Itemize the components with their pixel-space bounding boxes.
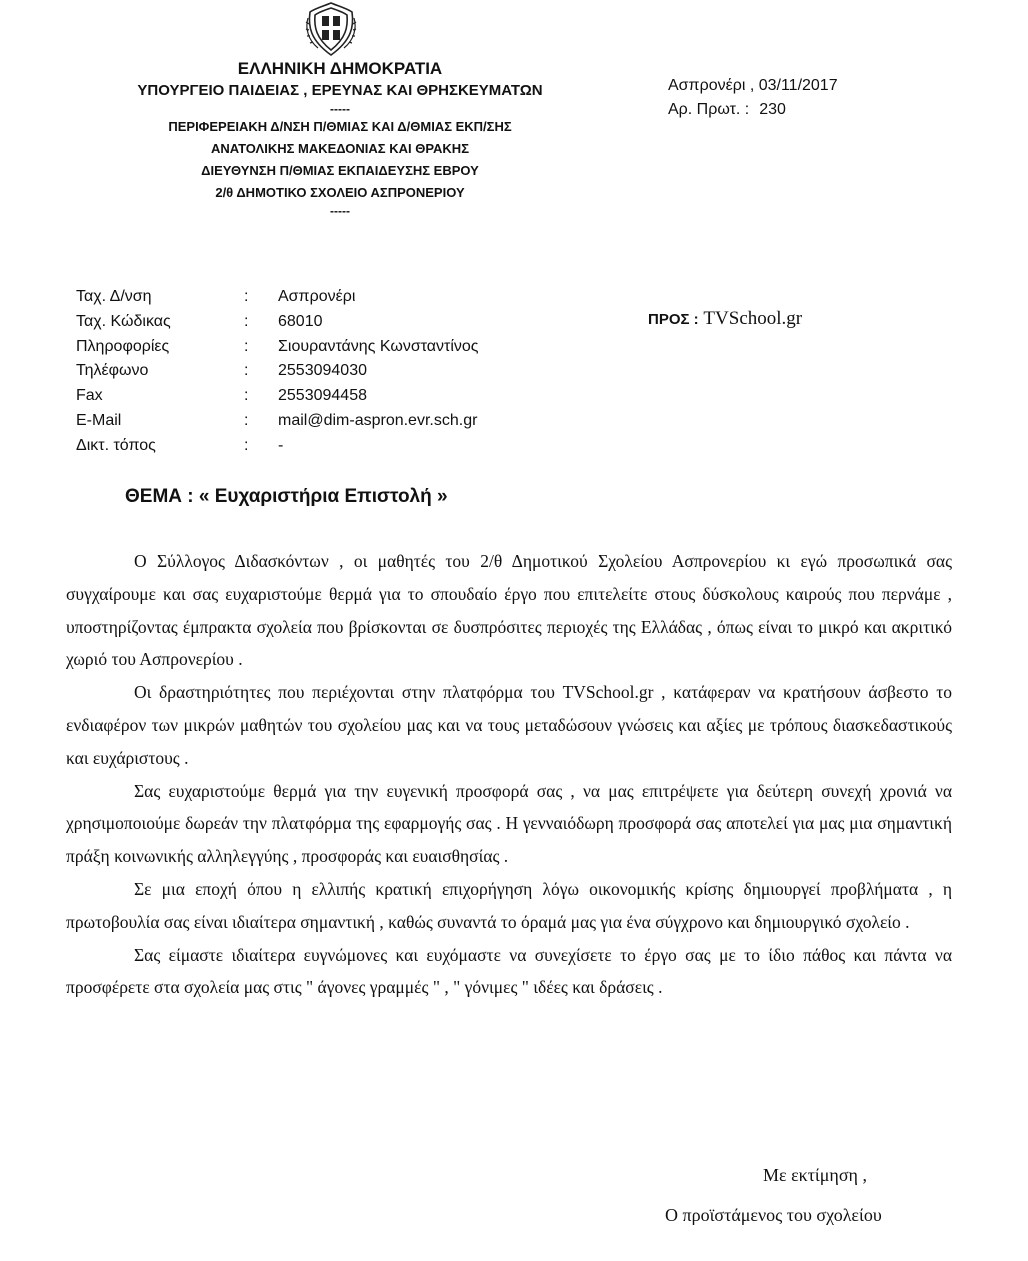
contact-label: E-Mail: [76, 411, 122, 429]
contact-value: Σιουραντάνης Κωνσταντίνος: [278, 337, 479, 355]
body-paragraph: Ο Σύλλογος Διδασκόντων , οι μαθητές του 2/θ Δημοτικού Σχολείου Ασπρονερίου κι εγώ προσωπικά σας συγχαίρουμε και σας ευχαριστούμε θερμά για το σπουδαίο έργο που επιτελείτε στους δύσκολους καιρούς που περνάμε , υποστηρίζοντας έμπρακτα σχολεία που βρίσκονται σε δυσπρόσιτες περιοχές της Ελλάδας , όπως είναι το μικρό και ακριτικό χωριό του Ασπρονερίου .: [66, 551, 952, 670]
contact-email: mail@dim-aspron.evr.sch.gr: [278, 411, 478, 429]
contact-row: [76, 285, 479, 310]
subject-line: ΘΕΜΑ : « Ευχαριστήρια Επιστολή »: [125, 486, 448, 507]
letter-body: [66, 545, 952, 1004]
contact-value: 2553094030: [278, 362, 367, 380]
contact-label: Τηλέφωνο: [76, 362, 149, 380]
recipient-name: TVSchool.gr: [703, 308, 803, 329]
ministry-name: ΥΠΟΥΡΓΕΙΟ ΠΑΙΔΕΙΑΣ , ΕΡΕΥΝΑΣ ΚΑΙ ΘΡΗΣΚΕΥΜΑΤΩΝ: [137, 82, 543, 99]
greek-coat-of-arms-icon: [302, 0, 360, 58]
separator: -----: [330, 102, 350, 116]
contact-value: 68010: [278, 312, 323, 330]
recipient: [648, 308, 802, 330]
contact-label: Ταχ. Δ/νση: [76, 288, 152, 305]
colon: :: [244, 312, 249, 330]
country-name: ΕΛΛΗΝΙΚΗ ΔΗΜΟΚΡΑΤΙΑ: [237, 59, 443, 78]
contact-row: [76, 359, 479, 384]
signature: Ο προϊστάμενος του σχολείου: [665, 1205, 882, 1225]
protocol-number: 230: [759, 101, 786, 118]
directorate-line: ΑΝΑΤΟΛΙΚΗΣ ΜΑΚΕΔΟΝΙΑΣ ΚΑΙ ΘΡΑΚΗΣ: [211, 141, 469, 156]
contact-row: [76, 384, 479, 409]
letter-meta: [668, 74, 838, 122]
contact-label: Fax: [76, 387, 103, 405]
contact-info: [76, 285, 479, 459]
recipient-label: ΠΡΟΣ :: [648, 311, 699, 328]
contact-label: Πληροφορίες: [76, 337, 170, 355]
colon: :: [244, 337, 249, 355]
protocol-label: Αρ. Πρωτ. :: [668, 101, 750, 118]
body-paragraph: Σας είμαστε ιδιαίτερα ευγνώμονες και ευχόμαστε να συνεχίσετε το έργο σας με το ίδιο πάθος και πάντα να προσφέρετε στα σχολεία μας στις " άγονες γραμμές " , " γόνιμες " ιδέες και δράσεις .: [66, 944, 952, 998]
body-paragraph: Οι δραστηριότητες που περιέχονται στην πλατφόρμα του TVSchool.gr , κατάφεραν να κρατήσουν άσβεστο το ενδιαφέρον των μικρών μαθητών του σχολείου μας και να τους μεταδώσουν γνώσεις και αξίες με τρόπους διασκεδαστικούς και ευχάριστους .: [66, 682, 952, 768]
directorate-line: ΔΙΕΥΘΥΝΣΗ Π/ΘΜΙΑΣ ΕΚΠΑΙΔΕΥΣΗΣ ΕΒΡΟΥ: [201, 163, 479, 178]
body-paragraph: Σας ευχαριστούμε θερμά για την ευγενική προσφορά σας , να μας επιτρέψετε για δεύτερη συνεχή χρονιά να χρησιμοποιούμε δωρεάν την πλατφόρμα της εφαρμογής σας . Η γενναιόδωρη προσφορά σας αποτελεί για μας μια σημαντική πράξη κοινωνικής αλληλεγγύης , προσφοράς και ευαισθησίας .: [66, 780, 952, 867]
contact-value: 2553094458: [278, 387, 367, 405]
separator: -----: [330, 204, 350, 218]
contact-row: [76, 335, 479, 360]
colon: :: [244, 387, 249, 405]
contact-row: [76, 409, 479, 434]
school-name: 2/θ ΔΗΜΟΤΙΚΟ ΣΧΟΛΕΙΟ ΑΣΠΡΟΝΕΡΙΟΥ: [215, 185, 465, 200]
contact-row: [76, 310, 479, 335]
contact-value: -: [278, 436, 284, 454]
place-date: Ασπρονέρι , 03/11/2017: [668, 77, 838, 94]
contact-label: Ταχ. Κώδικας: [76, 312, 171, 330]
letterhead: [60, 58, 620, 218]
contact-row: [76, 434, 479, 459]
contact-label: Δικτ. τόπος: [76, 436, 156, 454]
colon: :: [244, 362, 249, 380]
directorate-line: ΠΕΡΙΦΕΡΕΙΑΚΗ Δ/ΝΣΗ Π/ΘΜΙΑΣ ΚΑΙ Δ/ΘΜΙΑΣ ΕΚΠ/ΣΗΣ: [168, 119, 512, 134]
body-paragraph: Σε μια εποχή όπου η ελλιπής κρατική επιχορήγηση λόγω οικονομικής κρίσης δημιουργεί προβλήματα , η πρωτοβουλία σας είναι ιδιαίτερα σημαντική , καθώς συναντά το όραμά μας για ένα σύγχρονο και δημιουργικό σχολείο .: [66, 878, 952, 932]
colon: :: [244, 411, 249, 429]
colon: :: [244, 288, 249, 305]
colon: :: [244, 436, 249, 454]
protocol-number-line: [668, 98, 838, 122]
contact-value: Ασπρονέρι: [278, 288, 356, 305]
closing: Με εκτίμηση ,: [763, 1165, 867, 1185]
